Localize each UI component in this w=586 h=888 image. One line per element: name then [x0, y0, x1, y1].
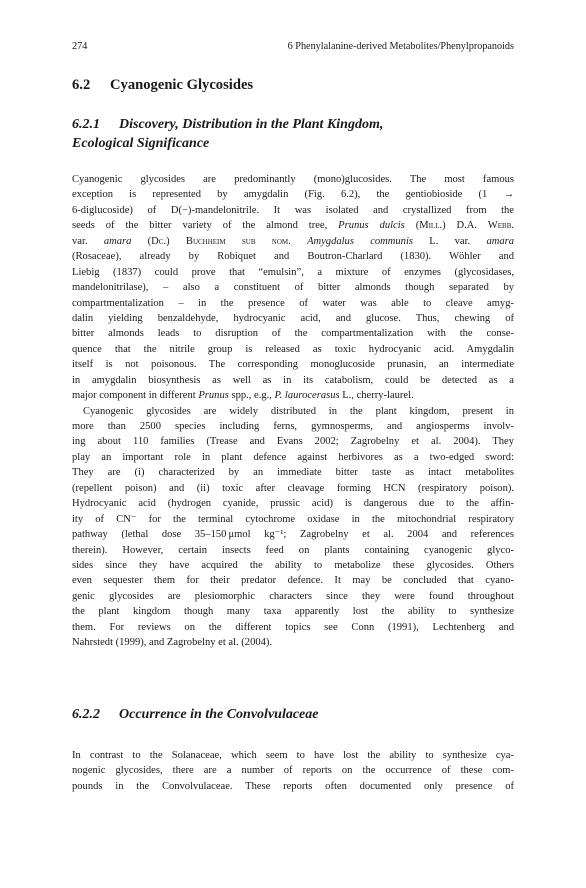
p2-line-14: the plant kingdom though many taxa apparently lost the ability to synthesize [72, 606, 514, 618]
p1-line-15-e: L., cherry-laurel. [342, 390, 414, 402]
paragraph-2 [72, 404, 514, 651]
p1-line-2: exception is represented by amygdalin (Fig. 6.2), the gentiobioside (1 → [72, 189, 514, 201]
p1-line-11: bitter almonds leads to disruption of the compartmentalization with the conse- [72, 328, 514, 340]
p1-line-6: (Rosaceae), already by Robiquet and Boutron-Charlard (1830). Wöhler and [72, 251, 514, 263]
subsection-2-number: 6.2.2 [72, 707, 100, 722]
section-title: Cyanogenic Glycosides [110, 77, 254, 93]
variety-amara-2: amara [486, 235, 514, 247]
species-amygdalus-communis: Amygdalus communis [307, 235, 413, 247]
genus-prunus: Prunus [198, 390, 229, 402]
p2-line-11: sides since they have acquired the ability to metabolize these glycosides. Others [72, 559, 514, 571]
p1-line-15-c: spp., e.g., [231, 390, 272, 402]
p2-line-5: They are (i) characterized by an immediate bitter taste as intact metabolites [72, 467, 514, 479]
subsection-2-title: Occurrence in the Convolvulaceae [119, 707, 319, 722]
p3-line-1: In contrast to the Solanaceae, which seem to have lost the ability to synthesize cya- [72, 750, 514, 761]
p2-line-4: play an important role in plant defence against herbivores as a two-edged sword: [72, 451, 514, 463]
p1-line-15-a: major component in different [72, 390, 196, 402]
species-p-laurocerasus: P. laurocerasus [274, 390, 340, 402]
p2-line-15: them. For reviews on the different topics see Conn (1991), Lechtenberg and [72, 621, 514, 633]
paragraph-1 [72, 172, 514, 404]
p1-line-7: Liebig (1837) could prove that “emulsin”, a mixture of enzymes (glycosidases, [72, 266, 514, 278]
species-prunus-dulcis: Prunus dulcis [338, 220, 405, 232]
p2-line-3: ing about 110 families (Trease and Evans 2002; Zagrobelny et al. 2004). They [72, 436, 514, 448]
p3-line-3: pounds in the Convolvulaceae. These reports often documented only presence of [72, 780, 514, 792]
p1-line-4-a: seeds of the bitter variety of the almond tree, [72, 220, 328, 232]
p2-line-8: ity of CN⁻ for the terminal cytochrome oxidase in the mitochondrial respiratory [72, 513, 514, 525]
p1-line-8: mandelonitrilase), – also a constituent of bitter almonds though separated by [72, 282, 514, 294]
p1-line-5-e: L. var. [429, 235, 471, 247]
p2-line-16: Nahrstedt (1999), and Zagrobelny et al. (2004). [72, 637, 273, 649]
running-head [72, 40, 514, 53]
p2-line-10: therein). However, certain insects feed on plants containing cyanogenic glyco- [72, 544, 514, 556]
body-text-section-6-2-1 [72, 172, 514, 651]
p2-line-7: Hydrocyanic acid (hydrogen cyanide, prussic acid) is dangerous due to the affin- [72, 498, 514, 510]
p1-line-5-c: (Dc.) Buchheim sub nom. [147, 235, 291, 247]
section-heading [72, 76, 253, 94]
p1-line-13: itself is not poisonous. The corresponding monoglucoside prunasin, an intermediate [72, 359, 514, 371]
subsection-1-title-line-1: Discovery, Distribution in the Plant Kingdom, [119, 117, 384, 132]
subsection-1-number: 6.2.1 [72, 117, 100, 132]
p1-line-1: Cyanogenic glycosides are predominantly (mono)glucosides. The most famous [72, 174, 514, 185]
subsection-1-title-line-2: Ecological Significance [72, 136, 210, 151]
p3-line-2: nogenic glycosides, there are a number of reports on the occurrence of these com- [72, 765, 514, 777]
p2-line-12: even sequester them for their predator defence. It may be concluded that cyano- [72, 575, 514, 587]
p1-line-3: 6-diglucoside) of D(−)-mandelonitrile. It was isolated and crystallized from the [72, 204, 514, 216]
page-number: 274 [72, 41, 88, 52]
body-text-section-6-2-2 [72, 748, 514, 794]
subsection-heading-2 [72, 705, 514, 724]
variety-amara: amara [103, 235, 132, 247]
p2-line-2: more than 2500 species including ferns, gymnosperms, and angiosperms involv- [72, 421, 514, 432]
p2-line-1: Cyanogenic glycosides are widely distributed in the plant kingdom, present in [83, 405, 514, 417]
p2-line-13: genic glycosides are plesiomorphic characters since they were found throughout [72, 590, 514, 602]
p1-line-5 [72, 234, 514, 249]
p1-line-4-c: (Mill.) D.A. Webb. [415, 220, 514, 232]
p1-line-9: compartmentalization – in the presence of water was able to cleave amyg- [72, 297, 514, 309]
p1-line-5-a: var. [72, 235, 88, 247]
p1-line-10: dalin yielding benzaldehyde, hydrocyanic acid, and glucose. Thus, chewing of [72, 312, 514, 324]
p2-line-6: (repellent poison) and (ii) toxic after cleavage forming HCN (respiratory poison). [72, 482, 514, 494]
running-title: 6 Phenylalanine-derived Metabolites/Phenylpropanoids [287, 41, 514, 52]
p2-line-9: pathway (lethal dose 35–150 μmol kg⁻¹; Zagrobelny et al. 2004 and references [72, 529, 514, 541]
p1-line-4 [72, 218, 514, 233]
p1-line-15 [72, 388, 514, 403]
p1-line-12: quence that the nitrile group is released as toxic hydrocyanic acid. Amygdalin [72, 343, 514, 355]
subsection-heading-1 [72, 115, 514, 153]
p1-line-14: in amygdalin biosynthesis as well as in its catabolism, could be detected as a [72, 374, 514, 386]
section-number: 6.2 [72, 77, 91, 93]
paragraph-3 [72, 748, 514, 794]
